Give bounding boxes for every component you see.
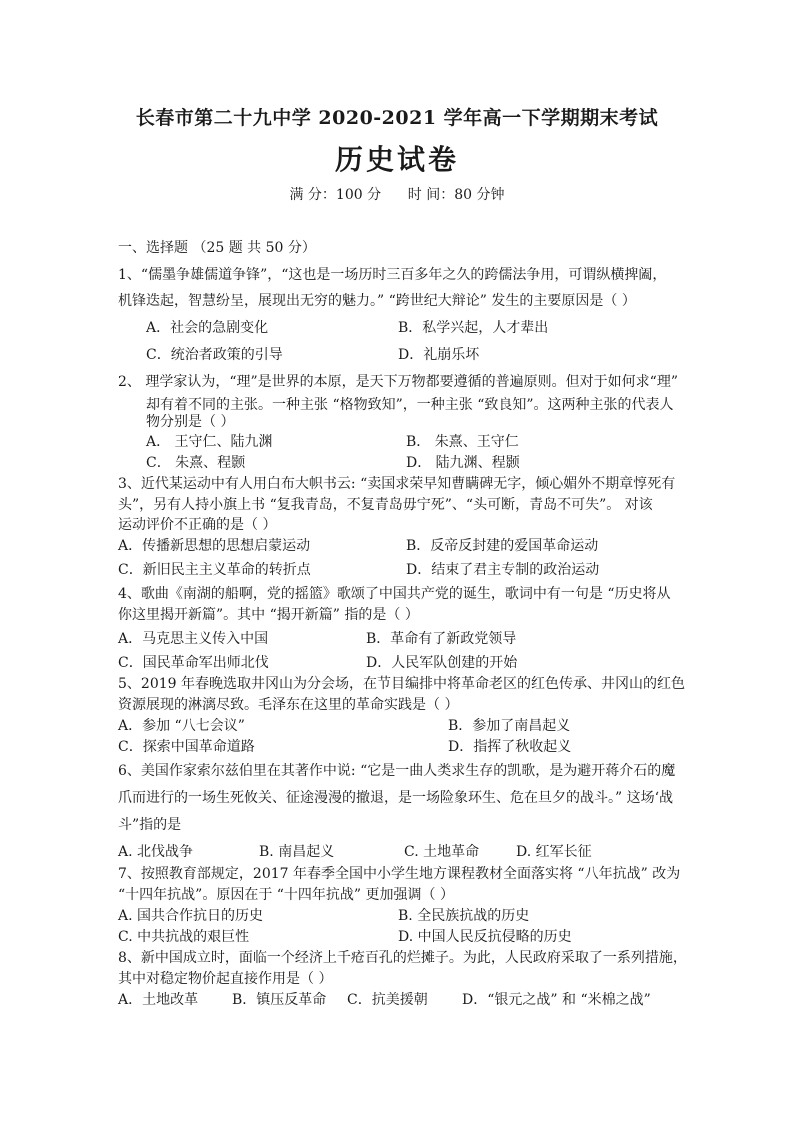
q7-option-a: A. 国共合作抗日的历史: [118, 908, 264, 924]
q5-stem-line-2: 资源展现的淋漓尽致。毛泽东在这里的革命实践是（ ）: [118, 697, 459, 713]
q3-option-b: B．反帝反封建的爱国革命运动: [406, 538, 599, 554]
q3-option-c: C．新旧民主主义革命的转折点: [118, 562, 311, 578]
exam-score-time: 满 分：100 分 时 间：80 分钟: [289, 187, 505, 203]
q4-stem-line-2: 你这里揭开新篇”。其中 “揭开新篇” 指的是（ ）: [118, 607, 419, 623]
exam-subject-title: 历史试卷: [334, 143, 459, 176]
q6-option-d: D. 红军长征: [516, 844, 592, 860]
q8-stem-line-1: 8、新中国成立时，面临一个经济上千疮百孔的烂摊子。为此，人民政府采取了一系列措施，: [118, 950, 687, 966]
q7-option-c: C. 中共抗战的艰巨性: [118, 929, 250, 945]
q3-option-a: A．传播新思想的思想启蒙运动: [118, 538, 311, 554]
q1-stem-line-1: 1、“儒墨争雄儒道争锋”，“这也是一场历时三百多年之久的跨儒法争用，可谓纵横捭阖，: [118, 267, 667, 283]
q6-stem-line-2: 爪而进行的一场生死攸关、征途漫漫的撤退，是一场险象环生、危在旦夕的战斗。” 这场‘战: [118, 790, 674, 806]
q6-stem-line-3: 斗”指的是: [118, 817, 182, 833]
q1-option-b: B．私学兴起，人才辈出: [398, 320, 549, 336]
exam-title: 长春市第二十九中学 2020-2021 学年高一下学期期末考试: [135, 107, 659, 129]
q7-option-b: B. 全民族抗战的历史: [398, 908, 530, 924]
q3-stem-line-3: 运动评价不正确的是（ ）: [118, 517, 277, 533]
q7-option-d: D. 中国人民反抗侵略的历史: [398, 929, 572, 945]
q8-option-a: A．土地改革: [118, 992, 199, 1008]
q6-stem-line-1: 6、美国作家索尔兹伯里在其著作中说: “它是一曲人类求生存的凯歌，是为避开蒋介石的魔: [118, 763, 676, 779]
q5-option-b: B．参加了南昌起义: [448, 718, 571, 734]
q2-stem-line-1: 2、 理学家认为，“理”是世界的本原，是天下万物都要遵循的普遍原则。但对于如何求“理”: [118, 374, 678, 390]
q7-stem-line-1: 7、按照教育部规定，2017 年春季全国中小学生地方课程教材全面落实将 “八年抗战” 改为: [118, 866, 681, 882]
q5-option-c: C．探索中国革命道路: [118, 739, 255, 755]
q1-option-a: A．社会的急剧变化: [146, 320, 269, 336]
q7-stem-line-2: “十四年抗战”。原因在于 “十四年抗战” 更加强调（ ）: [118, 887, 454, 903]
q5-option-a: A．参加 “八七会议”: [118, 718, 245, 734]
q6-option-b: B. 南昌起义: [259, 844, 335, 860]
q2-option-b: B． 朱熹、王守仁: [406, 434, 519, 450]
q8-stem-line-2: 其中对稳定物价起直接作用是（ ）: [118, 971, 333, 987]
q4-option-a: A．马克思主义传入中国: [118, 631, 269, 647]
q4-option-c: C．国民革命军出师北伐: [118, 655, 269, 671]
q8-option-c: C．抗美援朝: [347, 992, 428, 1008]
q8-option-d: D．“银元之战” 和 “米棉之战”: [462, 992, 651, 1008]
q2-option-d: D． 陆九渊、程颢: [406, 455, 520, 471]
q1-option-d: D．礼崩乐坏: [398, 347, 480, 363]
q1-stem-line-2: 机锋迭起，智慧纷呈，展现出无穷的魅力。” “跨世纪大辩论” 发生的主要原因是（ ）: [118, 293, 636, 309]
q4-stem-line-1: 4、歌曲《南湖的船啊，党的摇篮》歌颂了中国共产党的诞生，歌词中有一句是 “历史将从: [118, 586, 671, 602]
q2-stem-line-3: 物分别是（ ）: [146, 414, 235, 430]
q6-option-a: A. 北伐战争: [118, 844, 194, 860]
q3-stem-line-1: 3、近代某运动中有人用白布大帜书云: “卖国求荣早知曹瞒碑无字，倾心媚外不期章惇死有: [118, 476, 676, 492]
q5-option-d: D．指挥了秋收起义: [448, 739, 572, 755]
section-heading: 一、选择题 （25 题 共 50 分）: [118, 240, 316, 256]
q2-option-a: A． 王守仁、陆九渊: [146, 434, 273, 450]
q2-option-c: C． 朱熹、程颢: [146, 455, 246, 471]
q3-stem-line-2: 头”，另有人持小旗上书 “复我青岛，不复青岛毋宁死”、“头可断，青岛不可失”。 对该: [118, 497, 653, 513]
q4-option-d: D．人民军队创建的开始: [366, 655, 518, 671]
q2-stem-line-2: 却有着不同的主张。一种主张 “格物致知”，一种主张 “致良知”。这两种主张的代表人: [146, 397, 674, 413]
q1-option-c: C．统治者政策的引导: [146, 347, 283, 363]
q4-option-b: B．革命有了新政党领导: [366, 631, 517, 647]
q8-option-b: B．镇压反革命: [232, 992, 327, 1008]
q5-stem-line-1: 5、2019 年春晚选取井冈山为分会场，在节目编排中将革命老区的红色传承、井冈山的红色: [118, 676, 685, 692]
q6-option-c: C. 土地革命: [404, 844, 480, 860]
q3-option-d: D．结束了君主专制的政治运动: [406, 562, 600, 578]
